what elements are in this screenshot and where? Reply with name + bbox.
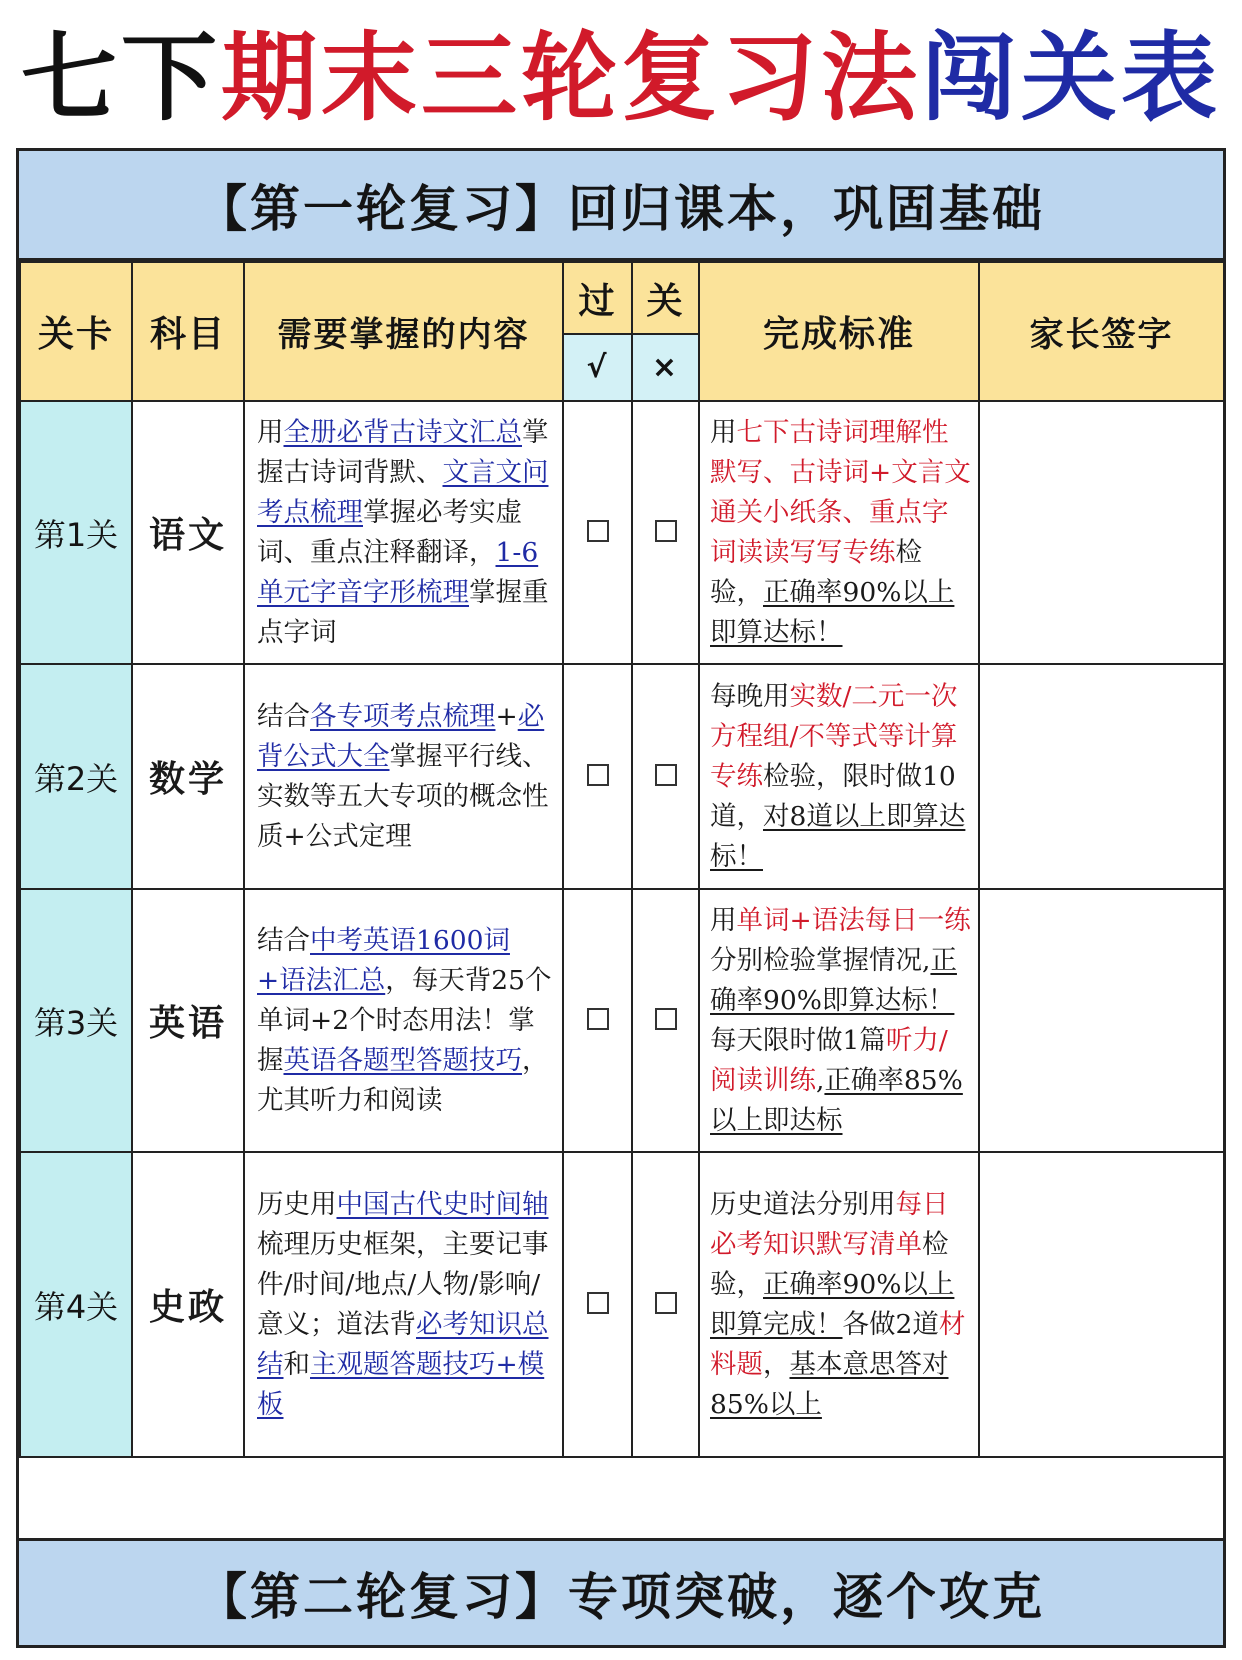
parent-sign-cell[interactable]: [979, 664, 1224, 889]
content-segment: 必考知识总结: [257, 1308, 549, 1380]
pass-checkbox[interactable]: [587, 764, 609, 786]
header-cross-mark: ×: [632, 334, 699, 401]
standard-segment: 每天限时做1篇: [710, 1024, 886, 1056]
content-segment: 用: [257, 416, 284, 448]
content-segment: 和: [283, 1348, 310, 1380]
content-cell: [244, 1152, 563, 1457]
standard-segment: 用: [710, 904, 737, 936]
content-segment: +: [495, 700, 518, 732]
pass-cell: [563, 664, 632, 889]
content-segment: 1-6单元字音字形梳理: [257, 536, 539, 608]
parent-sign-cell[interactable]: [979, 401, 1224, 664]
standard-segment: 分别检验掌握情况,: [710, 944, 931, 976]
fail-checkbox[interactable]: [655, 1292, 677, 1314]
fail-cell: [632, 1152, 699, 1457]
standard-cell: [699, 889, 979, 1152]
round-two-banner: 【第二轮复习】专项突破，逐个攻克: [19, 1538, 1223, 1645]
level-cell: 第2关: [20, 664, 132, 889]
title-part-2: 期末三轮复习法: [221, 22, 921, 134]
standard-segment: 历史道法分别用: [710, 1188, 896, 1220]
parent-sign-cell[interactable]: [979, 889, 1224, 1152]
header-parent-sign: 家长签字: [979, 262, 1224, 401]
subject-cell: 史政: [132, 1152, 244, 1457]
title-part-1: 七下: [21, 22, 221, 134]
standard-cell: [699, 401, 979, 664]
standard-segment: 用: [710, 416, 737, 448]
content-segment: ，尤其听力和阅读: [257, 1044, 549, 1116]
pass-checkbox[interactable]: [587, 1008, 609, 1030]
standard-segment: 每日必考知识默写清单: [710, 1188, 949, 1260]
fail-cell: [632, 401, 699, 664]
pass-cell: [563, 401, 632, 664]
standard-segment: 正确率90%以上即算完成！: [710, 1268, 955, 1340]
standard-segment: 单词+语法每日一练: [736, 904, 971, 936]
header-pass-2: 关: [632, 262, 699, 334]
content-segment: 历史用: [257, 1188, 337, 1220]
subject-cell: 数学: [132, 664, 244, 889]
content-segment: ，每天背25个单词+2个时态用法！掌握: [257, 964, 552, 1076]
challenge-sheet: [16, 148, 1226, 1648]
standard-segment: 正确率85%以上即达标: [710, 1064, 963, 1136]
standard-segment: 检验，限时做10道，: [710, 760, 956, 832]
header-content: 需要掌握的内容: [244, 262, 563, 401]
header-level: 关卡: [20, 262, 132, 401]
standard-segment: 正确率90%以上即算达标！: [710, 576, 955, 648]
standard-segment: 七下古诗词理解性默写、古诗词+文言文通关小纸条、重点字词读读写写专练: [710, 416, 971, 568]
header-subject: 科目: [132, 262, 244, 401]
standard-cell: [699, 1152, 979, 1457]
standard-segment: ，: [763, 1348, 790, 1380]
table-row: [20, 664, 1224, 889]
standard-cell: [699, 664, 979, 889]
standard-segment: 正确率90%即算达标！: [710, 944, 957, 1016]
content-segment: 主观题答题技巧+模板: [257, 1348, 545, 1420]
content-segment: 掌握古诗词背默、: [257, 416, 549, 488]
level-cell: 第4关: [20, 1152, 132, 1457]
fail-cell: [632, 664, 699, 889]
standard-segment: 听力/阅读训练: [710, 1024, 948, 1096]
standard-segment: ,: [816, 1064, 825, 1096]
pass-cell: [563, 889, 632, 1152]
parent-sign-cell[interactable]: [979, 1152, 1224, 1457]
content-cell: [244, 664, 563, 889]
header-pass-1: 过: [563, 262, 632, 334]
standard-segment: 每晚用: [710, 680, 790, 712]
content-segment: 结合: [257, 700, 310, 732]
standard-segment: 对8道以上即算达标！: [710, 800, 966, 872]
fail-checkbox[interactable]: [655, 520, 677, 542]
content-segment: 掌握平行线、实数等五大专项的概念性质+公式定理: [257, 740, 549, 852]
content-segment: 中考英语1600词+语法汇总: [257, 924, 510, 996]
standard-segment: 检验，: [710, 1228, 949, 1300]
round-one-banner: 【第一轮复习】回归课本，巩固基础: [19, 151, 1223, 261]
page-title: [0, 18, 1242, 138]
level-cell: 第1关: [20, 401, 132, 664]
pass-checkbox[interactable]: [587, 520, 609, 542]
level-cell: 第3关: [20, 889, 132, 1152]
fail-checkbox[interactable]: [655, 764, 677, 786]
standard-segment: 基本意思答对85%以上: [710, 1348, 949, 1420]
table-row: [20, 889, 1224, 1152]
content-segment: 全册必背古诗文汇总: [283, 416, 522, 448]
subject-cell: 语文: [132, 401, 244, 664]
challenge-table: [19, 261, 1225, 1458]
content-segment: 梳理历史框架，主要记事件/时间/地点/人物/影响/意义；道法背: [257, 1228, 549, 1340]
content-segment: 结合: [257, 924, 310, 956]
title-part-3: 闯关表: [921, 22, 1221, 134]
content-cell: [244, 889, 563, 1152]
fail-cell: [632, 889, 699, 1152]
content-segment: 文言文问考点梳理: [257, 456, 549, 528]
standard-segment: 实数/二元一次方程组/不等式等计算专练: [710, 680, 958, 792]
fail-checkbox[interactable]: [655, 1008, 677, 1030]
standard-segment: 材料题: [710, 1308, 966, 1380]
content-segment: 中国古代史时间轴: [336, 1188, 549, 1220]
content-cell: [244, 401, 563, 664]
content-segment: 各专项考点梳理: [310, 700, 496, 732]
standard-segment: 各做2道: [842, 1308, 939, 1340]
subject-cell: 英语: [132, 889, 244, 1152]
pass-cell: [563, 1152, 632, 1457]
content-segment: 掌握必考实虚词、重点注释翻译，: [257, 496, 522, 568]
header-check-mark: √: [563, 334, 632, 401]
table-row: [20, 1152, 1224, 1457]
standard-segment: 检验，: [710, 536, 922, 608]
table-row: [20, 401, 1224, 664]
pass-checkbox[interactable]: [587, 1292, 609, 1314]
content-segment: 英语各题型答题技巧: [283, 1044, 522, 1076]
content-segment: 必背公式大全: [257, 700, 545, 772]
header-standard: 完成标准: [699, 262, 979, 401]
content-segment: 掌握重点字词: [257, 576, 549, 648]
